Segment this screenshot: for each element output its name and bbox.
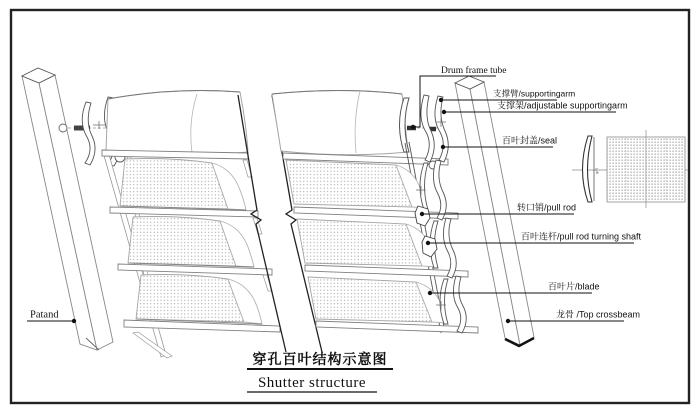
callout-label: 支撑臂/supportingarm [493,88,576,99]
louver-blade-1r [272,91,408,155]
drawing-title-en: Shutter structure [257,375,367,391]
drawing-border [11,10,689,403]
callout-label: 百叶片/blade [548,281,600,292]
callout-label: 百叶封盖/seal [502,135,558,146]
callout-label: 支撑架/adjustable supportingarm [497,100,628,111]
leader-dot [441,145,445,149]
louver-blade-1 [106,91,248,156]
callout-label: 龙骨 /Top crossbeam [556,309,641,320]
leader-dot [420,212,424,216]
section-note: φ/R [594,167,599,175]
leader-dot [411,125,415,129]
louver-blade-4r [308,277,432,322]
leader-dot [442,110,446,114]
louver-blade-2r [286,160,412,207]
callout-label: Patand [30,309,59,321]
leader-dot [428,291,432,295]
louver-blade-2 [120,159,228,210]
louver-blade-4 [136,275,244,323]
leader-dot [426,241,430,245]
leader-dot [72,319,76,323]
leader-dot [439,98,443,102]
louver-blade-3 [128,217,236,267]
leader-dot [506,319,510,323]
louver-blade-3r [297,219,422,266]
bolt-head-icon [59,124,67,132]
drawing-title-zh: 穿孔百叶结构示意图 [252,351,388,367]
callout-label: 百叶连杆/pull rod turning shaft [521,231,642,242]
callout-label: 转口销/pull rod [517,202,577,213]
callout-label: Drum frame tube [441,66,507,76]
